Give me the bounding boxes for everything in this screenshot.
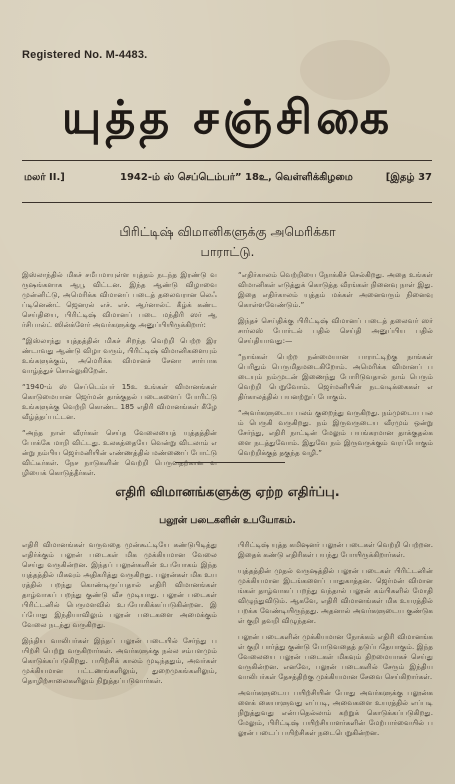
article1-left-paragraph: “1940-ம் ஸ் செப்டெம்பர் 15உ உங்கள் விமானங்கள் கொடுமையான ஜெர்மன் தாக்குதல் படைகளைப் போரிட்டு உங்களுக்கு வெற்றி கொண்ட 185 எதிரி விமானங்கள் கீழே வீழ்த்தப்பட்டன. xyxy=(22,382,217,421)
volume-number: மலர் II.] xyxy=(24,172,65,183)
article2-left-paragraph: இந்திய வாலிபர்கள் இந்தப் பலூன் படையில் சேர்ந்து பயிற்சி பெற்று வருகிறார்கள். அவர்களுக்கு நல்ல சம்பளமும் கொடுக்கப்படுகிறது. பயிற்சிக் காலம் முடிந்ததும், அவர்கள் முக்கியமான பட்டணங்களிலும், துறைமுகங்களிலும், தொழிற்சாலைகளிலும் நிறுத்தப்படுவார்கள். xyxy=(22,636,217,685)
article2-right-paragraph: பலூன் படைகளின் முக்கியமான நோக்கம் எதிரி விமானங்கள் குறி பார்த்து குண்டு போடுவதைத் தடுப்பதேயாகும். இந்த வேலையை பலூன் படைகள் மிகவும் திறமையாகச் செய்து வருகின்றன. எனவே, பலூன் படைகளில் சேரும் இந்திய வாலிபர்கள் தேசத்திற்கு முக்கியமான சேவை செய்கிறார்கள். xyxy=(238,632,433,681)
masthead-rule-top xyxy=(22,160,432,161)
article2-right-paragraph: யுத்தத்தின் முதல் வருஷத்தில் பலூன் படைகள் பிரிட்டனின் முக்கியமான இடங்களைப் பாதுகாத்தன. ஜெர்மன் விமானங்கள் தாழ்வாகப் பறந்து வந்தால் பலூன் கம்பிகளில் மோதி விழுந்துவிடும். ஆகவே, எதிரி விமானங்கள் மிக உயரத்தில் பறக்க வேண்டியிருந்தது. அதனால் அவர்களுடைய குண்டுகள் குறி தவறி விழுந்தன. xyxy=(238,566,433,625)
article1-right-paragraph: இந்தச் செய்திக்கு பிரிட்டிஷ் விமானப் படைத் தலைவர் ஸர் சார்லஸ் போர்டல் பதில் செய்தி அனுப்பிய பதில் செய்தியாவது:— xyxy=(238,316,433,345)
article2-right-column xyxy=(238,540,433,780)
masthead-title: யுத்த சஞ்சிகை xyxy=(61,90,394,144)
article-separator xyxy=(175,462,285,463)
masthead-rule-bottom xyxy=(22,202,432,203)
article1-headline-line2: பாராட்டு. xyxy=(200,244,255,259)
article1-right-paragraph: “அவர்களுடைய பலம் குறைந்து வருகிறது. நம்முடைய பலம் பெருகி வருகிறது. நம் இருவருடைய வீரமும் ஒன்று சேர்ந்து, எதிரி நாட்டின் மேலும் பயங்கரமான தாக்குதல்களை நடத்துவோம். இதுவே நம் இருவருக்கும் வரப்போகும் வெற்றிக்குத் தகுந்த வழி.” xyxy=(238,408,433,457)
article2-left-column xyxy=(22,540,217,780)
issue-date: 1942-ம் ஸ் செப்டெம்பர்” 18உ, வெள்ளிக்கிழமை xyxy=(120,172,353,183)
article1-left-paragraph: “அந்த நாள் வீரர்கள் செய்த வேலையைத் யுத்தத்தின் போக்கே மாறி விட்டது. உலகத்தையே வென்று விடலாம் என்று நம்பிய ஜெர்மனியின் எண்ணத்தில் மண்ணைப் போட்டு விட்டீர்கள். நேச நாடுகளின் வெற்றி பெருவதற்கான வழியைக் கொடுத்தீர்கள். xyxy=(22,428,217,477)
article2-right-paragraph: பிரிட்டிஷ் யுத்த கமிஷனர் பலூன் படைகள் வெற்றி பெற்றன. இதைக் கண்டு எதிரிகள் பயந்து போயிருக்கிறார்கள். xyxy=(238,540,433,559)
article1-headline-line1: பிரிட்டிஷ் விமானிகளுக்கு அமெரிக்கா xyxy=(119,224,336,239)
registration-number: Registered No. M-4483. xyxy=(22,49,148,61)
article1-left-paragraph: இஸ்லாந்தில் மிகச் சமீபமாயுள்ள யுத்தம் நடந்த இரண்டு வருஷங்களாக ஆபூ விட்டன. இந்த ஆண்டு விழாவை முன்னிட்டு, அமெரிக்க விமானப் படைத் தலைவரான லெஃப்டினெண்ட் ஜெனரல் எச். எச். ஆர்னால்ட் கீழ்க் கண்ட செய்தியை, பிரிட்டிஷ் விமானப் படை மந்திரி ஸர் ஆர்சிபால்ட் ஸின்க்ளேர் அவர்களுக்கு அனுப்பியிருக்கிறார்: xyxy=(22,270,217,329)
article2-left-paragraph: எதிரி விமானங்கள் வருவதை முன்கூட்டியே கண்டுபிடித்து எதிர்க்கும் பலூன் படைகள் மிக முக்கியமான வேலை செய்து வருகின்றன. இந்தப் பலூன்களின் உபயோகம் இந்த யுத்தத்தில் மிகவும் அதிகரித்து வருகிறது. பலூன்கள் மிக உயரத்தில் பறந்து கொண்டிருப்பதால் எதிரி விமானங்கள் தாழ்வாகப் பறந்து குண்டு வீச முடியாது. பலூன் படைகள் பிரிட்டனில் பெருமளவில் உபயோகிக்கப்படுகின்றன. இப்போது இந்தியாவிலும் பலூன் படைகளை அமைக்கும் வேலை நடந்து வருகிறது. xyxy=(22,540,217,629)
article1-left-paragraph: “இஸ்லாந்து யுத்தத்தின் மிகச் சிறந்த வெற்றி பெற்ற இரண்டாவது ஆண்டு விழா வரும், பிரிட்டிஷ் விமானிகளையும் உங்களுக்கும், அமெரிக்க விமானச் சேனா சார்பாக வாழ்த்துச் சொல்லுகிறேன். xyxy=(22,336,217,375)
article1-left-column xyxy=(22,270,217,477)
issue-number: [இதழ் 37 xyxy=(385,172,432,183)
article2-right-paragraph: அவர்களுடைய பயிற்சியின் போது அவர்களுக்கு பலூன்களைக் கையாளுவது எப்படி, அவைகளை உயரத்தில் எப்படி நிறுத்துவது என்பதெல்லாம் கற்றுக் கொடுக்கப்படுகிறது. மேலும், பிரிட்டிஷ் பயிற்சியாளர்களின் மேற்பார்வையில் பலூன் படைப் பயிற்சிகள் நடைபெறுகின்றன. xyxy=(238,688,433,737)
article1-right-paragraph: “நாங்கள் பெற்ற நன்மையான பாராட்டிற்கு நாங்கள் பெரிதும் பெருமிதமடைகிறோம். அமெரிக்க விமானப் படையும் நம்முடன் இணைந்து போரிடுவதால் நாம் பெரும் வெற்றி பெறுவோம். ஜெர்மனியின் நடவடிக்கைகள் எதிர்காலத்தில் பயனற்றுப் போகும். xyxy=(238,352,433,401)
article1-right-column xyxy=(238,270,433,455)
article2-subheadline: பலூன் படைகளின் உபயோகம். xyxy=(159,515,296,526)
article1-right-paragraph: “எதிர்காலம் வெற்றியை நோக்கிச் செல்கிறது. அதை உங்கள் விமானிகள் எடுத்துக் கொடுத்த வீரங்கள் நினைவு நாள் இது. இதை எதிர்காலம் யுத்தம் மக்கள் அனைவரும் நினைவு கொள்ளவேண்டும்.” xyxy=(238,270,433,309)
dateline xyxy=(22,172,432,188)
article1-headline xyxy=(60,222,395,262)
article2-headline: எதிரி விமானங்களுக்கு ஏற்ற எதிர்ப்பு. xyxy=(115,485,340,500)
